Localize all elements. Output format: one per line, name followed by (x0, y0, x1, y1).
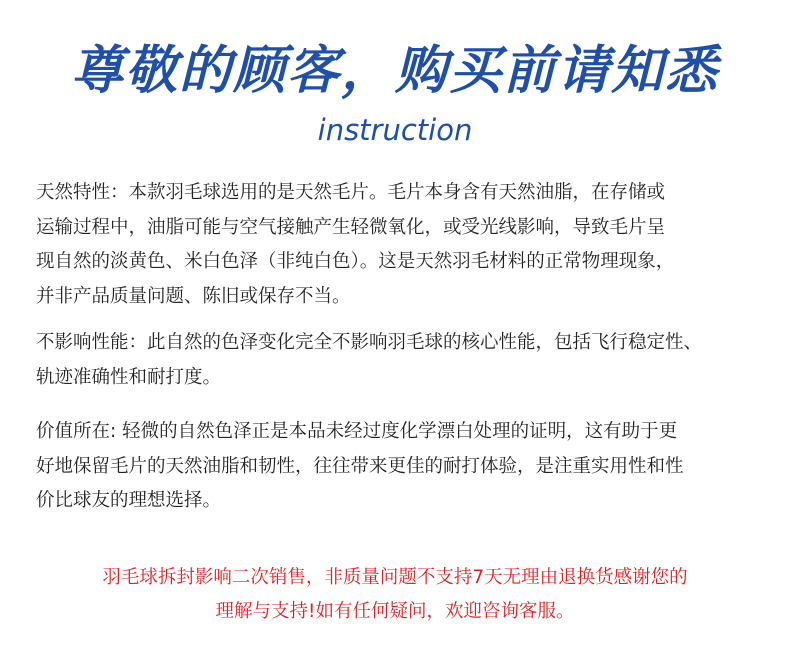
page-title: 尊敬的顾客，购买前请知悉 (70, 41, 719, 101)
paragraph-line: 并非产品质量问题、陈旧或保存不当。 (36, 285, 351, 307)
paragraph-line: 天然特性：本款羽毛球选用的是天然毛片。毛片本身含有天然油脂，在存储或 (36, 182, 666, 203)
paragraph-performance (36, 326, 766, 395)
paragraph-line: 运输过程中，油脂可能与空气接触产生轻微氧化，或受光线影响，导致毛片呈 (36, 216, 666, 238)
paragraph-natural-properties (36, 176, 766, 314)
paragraph-line: 现自然的淡黄色、米白色泽（非纯白色）。这是天然羽毛材料的正常物理现象， (36, 251, 675, 272)
page-subtitle: instruction (317, 113, 473, 147)
return-policy-notice (0, 561, 790, 629)
paragraph-line: 好地保留毛片的天然油脂和韧性，往往带来更佳的耐打体验，是注重实用性和性 (36, 455, 684, 477)
notice-line: 羽毛球拆封影响二次销售，非质量问题不支持7天无理由退换货感谢您的 (102, 567, 688, 588)
paragraph-line: 价比球友的理想选择。 (36, 490, 222, 511)
paragraph-value (36, 415, 766, 519)
paragraph-line: 价值所在: 轻微的自然色泽正是本品未经过度化学漂白处理的证明，这有助于更 (36, 421, 678, 442)
notice-line: 理解与支持!如有任何疑问，欢迎咨询客服。 (215, 601, 575, 622)
paragraph-line: 轨迹准确性和耐打度。 (36, 366, 222, 388)
paragraph-line: 不影响性能：此自然的色泽变化完全不影响羽毛球的核心性能，包括飞行稳定性、 (36, 332, 703, 353)
